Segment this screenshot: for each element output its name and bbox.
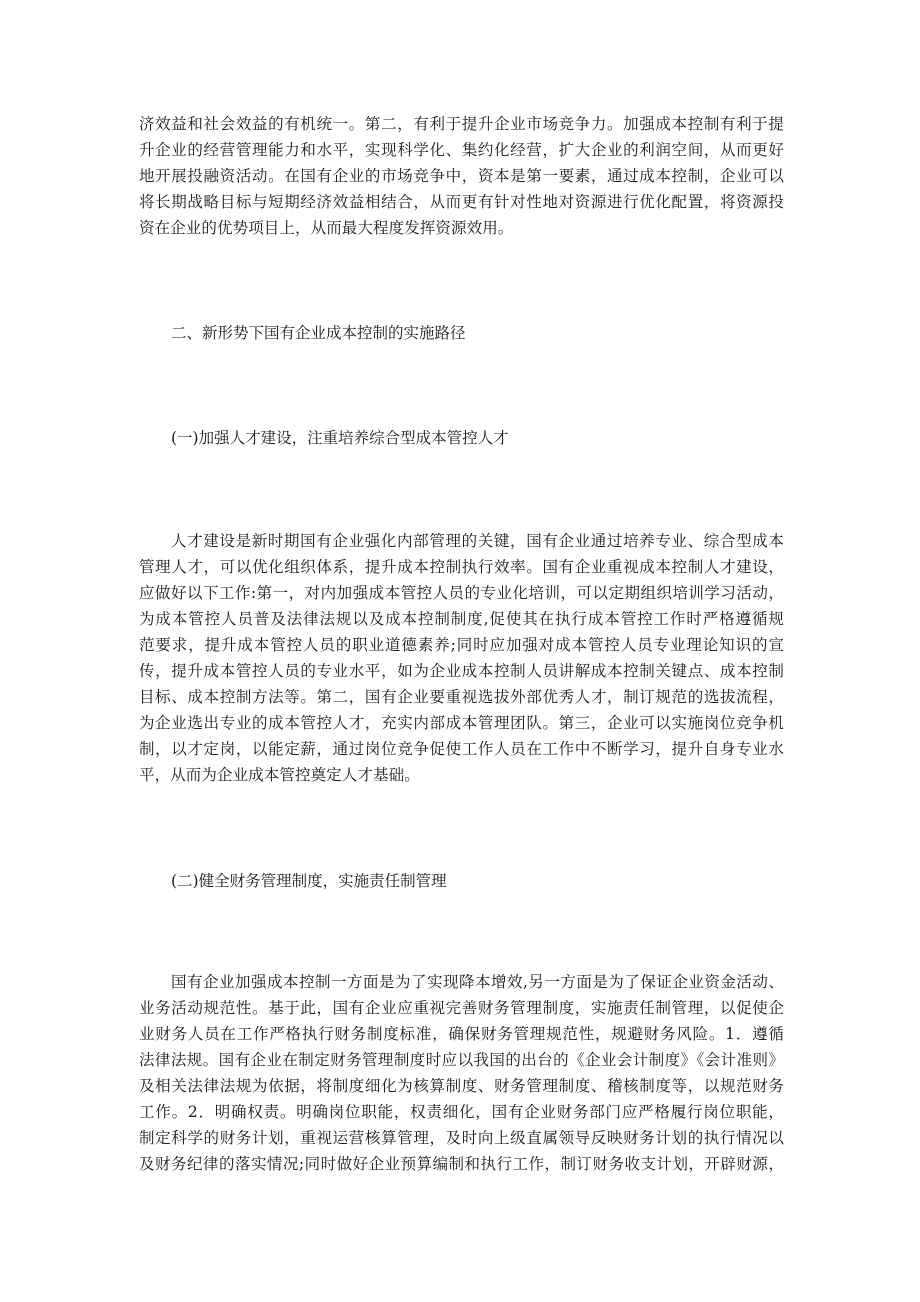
paragraph-3-line: 法律法规。国有企业在制定财务管理制度时应以我国的出台的《企业会计制度》《会计准则》	[139, 1051, 784, 1069]
paragraph-1-line: 地开展投融资活动。在国有企业的市场竞争中，资本是第一要素，通过成本控制，企业可以	[139, 167, 784, 185]
paragraph-2-line: 为成本管控人员普及法律法规以及成本控制制度,促使其在执行成本管控工作时严格遵循规	[139, 610, 784, 628]
paragraph-2	[139, 528, 784, 788]
paragraph-1	[139, 111, 784, 241]
paragraph-2-line: 传，提升成本管控人员的专业水平，如为企业成本控制人员讲解成本控制关键点、成本控制	[139, 662, 784, 680]
paragraph-2-line: 目标、成本控制方法等。第二，国有企业要重视选拔外部优秀人才，制订规范的选拔流程，	[139, 688, 784, 706]
paragraph-3-line: 业财务人员在工作严格执行财务制度标准，确保财务管理规范性，规避财务风险。1．遵循	[139, 1025, 784, 1043]
paragraph-1-line: 升企业的经营管理能力和水平，实现科学化、集约化经营，扩大企业的利润空间，从而更好	[139, 141, 784, 159]
section-heading: 二、新形势下国有企业成本控制的实施路径	[171, 324, 466, 342]
paragraph-3-line: 业务活动规范性。基于此，国有企业应重视完善财务管理制度，实施责任制管理，以促使企	[139, 999, 784, 1017]
subheading-2: (二)健全财务管理制度，实施责任制管理	[171, 872, 447, 890]
paragraph-2-line: 为企业选出专业的成本管控人才，充实内部成本管理团队。第三，企业可以实施岗位竞争机	[139, 714, 784, 732]
paragraph-2-line: 应做好以下工作:第一，对内加强成本管控人员的专业化培训，可以定期组织培训学习活动，	[139, 584, 784, 602]
paragraph-2-line: 范要求，提升成本管控人员的职业道德素养;同时应加强对成本管控人员专业理论知识的宣	[139, 636, 784, 654]
paragraph-3-line: 及相关法律法规为依据，将制度细化为核算制度、财务管理制度、稽核制度等，以规范财务	[139, 1077, 784, 1095]
paragraph-1-line: 将长期战略目标与短期经济效益相结合，从而更有针对性地对资源进行优化配置，将资源投	[139, 193, 784, 211]
paragraph-3-line: 国有企业加强成本控制一方面是为了实现降本增效,另一方面是为了保证企业资金活动、	[171, 973, 784, 991]
paragraph-3	[139, 969, 784, 1177]
paragraph-3-line: 制定科学的财务计划，重视运营核算管理，及时向上级直属领导反映财务计划的执行情况以	[139, 1129, 784, 1147]
paragraph-2-line: 平，从而为企业成本管控奠定人才基础。	[139, 766, 420, 784]
paragraph-1-line: 济效益和社会效益的有机统一。第二，有利于提升企业市场竞争力。加强成本控制有利于提	[139, 115, 784, 133]
paragraph-2-line: 人才建设是新时期国有企业强化内部管理的关键，国有企业通过培养专业、综合型成本	[171, 532, 784, 550]
paragraph-2-line: 管理人才，可以优化组织体系，提升成本控制执行效率。国有企业重视成本控制人才建设，	[139, 558, 784, 576]
paragraph-3-line: 及财务纪律的落实情况;同时做好企业预算编制和执行工作，制订财务收支计划，开辟财源，	[139, 1155, 784, 1173]
paragraph-3-line: 工作。2．明确权责。明确岗位职能，权责细化，国有企业财务部门应严格履行岗位职能，	[139, 1103, 784, 1121]
subheading-1: (一)加强人才建设，注重培养综合型成本管控人才	[171, 429, 509, 447]
paragraph-1-line: 资在企业的优势项目上，从而最大程度发挥资源效用。	[139, 219, 514, 237]
paragraph-2-line: 制，以才定岗，以能定薪，通过岗位竞争促使工作人员在工作中不断学习，提升自身专业水	[139, 740, 784, 758]
